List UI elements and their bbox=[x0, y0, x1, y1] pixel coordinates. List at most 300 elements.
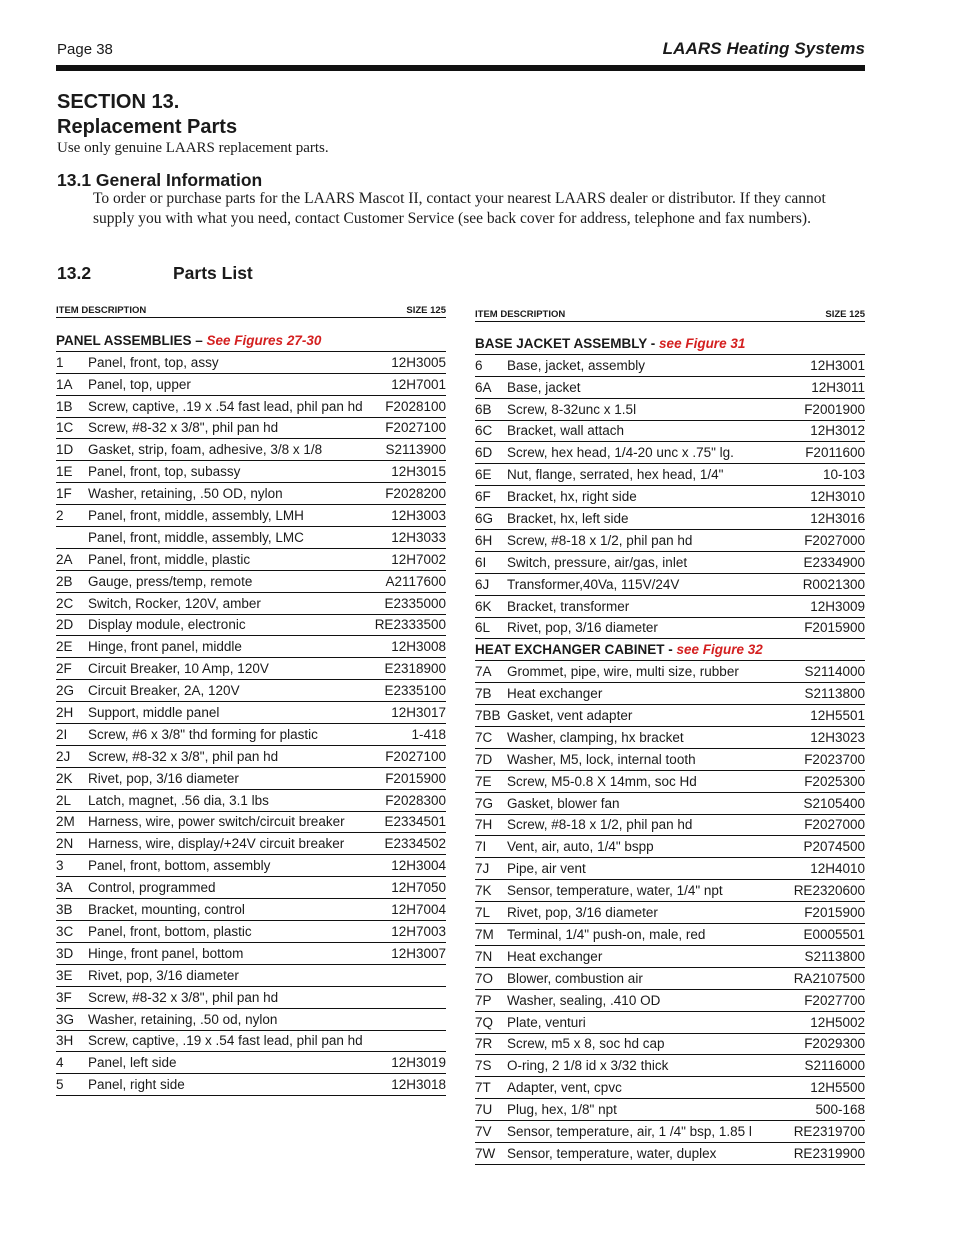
item-number: 7C bbox=[475, 729, 493, 745]
item-description: Plate, venturi bbox=[507, 1014, 586, 1030]
item-number: 6G bbox=[475, 511, 494, 527]
part-number: 12H3009 bbox=[810, 598, 865, 614]
item-description: Latch, magnet, .56 dia, 3.1 lbs bbox=[88, 792, 269, 808]
part-number: F2028200 bbox=[385, 486, 446, 502]
item-description: Switch, pressure, air/gas, inlet bbox=[507, 554, 688, 570]
table-row bbox=[475, 661, 865, 683]
column-header-size: SIZE 125 bbox=[406, 305, 446, 316]
item-number: 1A bbox=[56, 376, 73, 392]
item-number: 7Q bbox=[475, 1014, 494, 1030]
part-number: F2015900 bbox=[804, 620, 865, 636]
part-number: F2028100 bbox=[385, 398, 446, 414]
item-description: Panel, front, middle, plastic bbox=[88, 551, 251, 567]
part-number: 12H3016 bbox=[810, 511, 865, 527]
header-rule bbox=[56, 65, 865, 71]
item-number: 2J bbox=[56, 748, 71, 764]
table-row bbox=[56, 965, 446, 987]
item-number: 6C bbox=[475, 423, 493, 439]
part-number: F2001900 bbox=[804, 401, 865, 417]
table-row bbox=[56, 833, 446, 855]
part-number: F2011600 bbox=[805, 445, 865, 461]
part-number: 12H3007 bbox=[391, 945, 446, 961]
section-number: SECTION 13. bbox=[57, 91, 180, 113]
part-number: 12H5002 bbox=[810, 1014, 865, 1030]
item-number: 2D bbox=[56, 617, 74, 633]
item-description: Panel, front, middle, assembly, LMC bbox=[88, 529, 304, 545]
part-number: 12H3017 bbox=[391, 705, 446, 721]
group-figure-ref: see Figure 31 bbox=[659, 335, 746, 351]
table-row bbox=[475, 486, 865, 508]
item-number: 2H bbox=[56, 705, 74, 721]
item-description: Screw, #6 x 3/8" thd forming for plastic bbox=[88, 726, 318, 742]
item-number: 2F bbox=[56, 661, 72, 677]
table-row bbox=[475, 1143, 865, 1165]
part-number: 12H7003 bbox=[391, 923, 446, 939]
table-row bbox=[475, 377, 865, 399]
group-list bbox=[475, 333, 865, 1165]
part-number: RE2319700 bbox=[793, 1123, 865, 1139]
group-title: PANEL ASSEMBLIES – bbox=[56, 332, 207, 348]
item-description: Sensor, temperature, water, duplex bbox=[507, 1145, 717, 1161]
item-description: Bracket, wall attach bbox=[507, 423, 625, 439]
part-number: 12H5500 bbox=[810, 1080, 865, 1096]
item-description: Pipe, air vent bbox=[507, 861, 586, 877]
table-row bbox=[475, 902, 865, 924]
table-row bbox=[475, 1055, 865, 1077]
item-description: Washer, M5, lock, internal tooth bbox=[507, 751, 696, 767]
item-description: Bracket, mounting, control bbox=[88, 902, 245, 918]
part-number: RA2107500 bbox=[793, 970, 865, 986]
part-number: S2116000 bbox=[804, 1058, 865, 1074]
table-row bbox=[475, 574, 865, 596]
part-number: S2114000 bbox=[804, 664, 865, 680]
table-row bbox=[475, 596, 865, 618]
item-description: Bracket, hx, left side bbox=[507, 511, 629, 527]
item-description: Screw, #8-32 x 3/8", phil pan hd bbox=[88, 420, 279, 436]
parts-list-title: Parts List bbox=[173, 263, 253, 283]
table-row bbox=[56, 439, 446, 461]
item-description: Panel, front, bottom, assembly bbox=[88, 858, 271, 874]
item-number: 7N bbox=[475, 948, 493, 964]
item-description: Harness, wire, power switch/circuit breaker bbox=[88, 814, 345, 830]
table-row bbox=[56, 396, 446, 418]
table-row bbox=[475, 1121, 865, 1143]
item-description: Rivet, pop, 3/16 diameter bbox=[88, 967, 239, 983]
group-heading bbox=[56, 330, 446, 352]
item-description: Display module, electronic bbox=[88, 617, 246, 633]
group-figure-ref: See Figures 27-30 bbox=[206, 332, 322, 348]
table-row bbox=[56, 899, 446, 921]
item-description: Transformer,40Va, 115V/24V bbox=[507, 576, 680, 592]
item-description: Sensor, temperature, air, 1 /4" bsp, 1.85 l bbox=[507, 1123, 752, 1139]
item-description: Screw, #8-32 x 3/8", phil pan hd bbox=[88, 989, 279, 1005]
item-number: 6L bbox=[475, 620, 491, 636]
table-row bbox=[56, 1009, 446, 1031]
item-number: 1 bbox=[56, 354, 64, 370]
part-number: S2113800 bbox=[804, 686, 865, 702]
part-number: 12H3011 bbox=[811, 379, 865, 395]
table-row bbox=[56, 790, 446, 812]
part-number: F2028300 bbox=[385, 792, 446, 808]
table-row bbox=[475, 727, 865, 749]
part-number: 12H7002 bbox=[391, 551, 446, 567]
item-description: Panel, front, bottom, plastic bbox=[88, 923, 252, 939]
item-description: Screw, #8-18 x 1/2, phil pan hd bbox=[507, 532, 693, 548]
part-number: F2025300 bbox=[804, 773, 865, 789]
item-number: 7P bbox=[475, 992, 492, 1008]
table-row bbox=[56, 549, 446, 571]
part-number: 12H3003 bbox=[391, 508, 446, 524]
item-number: 7B bbox=[475, 686, 492, 702]
item-number: 7O bbox=[475, 970, 494, 986]
part-number: 12H3033 bbox=[391, 529, 446, 545]
item-description: Panel, front, top, assy bbox=[88, 354, 219, 370]
item-description: Vent, air, auto, 1/4" bspp bbox=[507, 839, 654, 855]
item-description: Grommet, pipe, wire, multi size, rubber bbox=[507, 664, 739, 680]
item-number: 7L bbox=[475, 905, 491, 921]
item-description: Washer, retaining, .50 od, nylon bbox=[88, 1011, 278, 1027]
item-number: 3F bbox=[56, 989, 72, 1005]
table-row bbox=[475, 1034, 865, 1056]
group-title: BASE JACKET ASSEMBLY - bbox=[475, 335, 660, 351]
table-row bbox=[56, 724, 446, 746]
item-number: 3E bbox=[56, 967, 73, 983]
part-number: 500-168 bbox=[815, 1102, 865, 1118]
item-description: Bracket, hx, right side bbox=[507, 489, 637, 505]
item-number: 2L bbox=[56, 792, 72, 808]
part-number: 12H3010 bbox=[810, 489, 865, 505]
item-number: 7V bbox=[475, 1123, 492, 1139]
item-number: 5 bbox=[56, 1077, 64, 1093]
part-number: E2334900 bbox=[803, 554, 865, 570]
part-number: S2113800 bbox=[804, 948, 865, 964]
item-description: Control, programmed bbox=[88, 880, 216, 896]
table-row bbox=[56, 461, 446, 483]
item-number: 7U bbox=[475, 1102, 493, 1118]
table-row bbox=[475, 1099, 865, 1121]
group-figure-ref: see Figure 32 bbox=[676, 642, 763, 658]
item-number: 7BB bbox=[475, 708, 501, 724]
group-heading bbox=[475, 639, 865, 661]
part-number: 12H3012 bbox=[810, 423, 865, 439]
item-number: 2M bbox=[56, 814, 75, 830]
part-number: F2015900 bbox=[385, 770, 446, 786]
item-number: 7E bbox=[475, 773, 492, 789]
part-number: 12H3004 bbox=[391, 858, 446, 874]
spacer bbox=[475, 322, 865, 333]
part-number: S2105400 bbox=[803, 795, 865, 811]
table-row bbox=[475, 749, 865, 771]
part-number: 12H3023 bbox=[810, 729, 865, 745]
item-description: Plug, hex, 1/8" npt bbox=[507, 1102, 617, 1118]
table-row bbox=[56, 374, 446, 396]
item-description: Panel, front, middle, assembly, LMH bbox=[88, 508, 304, 524]
column-header-item-desc: ITEM DESCRIPTION bbox=[56, 305, 147, 316]
item-description: Hinge, front panel, middle bbox=[88, 639, 242, 655]
item-description: Screw, captive, .19 x .54 fast lead, phil pan hd bbox=[88, 1033, 363, 1049]
part-number: F2027000 bbox=[804, 532, 865, 548]
item-number: 2B bbox=[56, 573, 73, 589]
item-description: Washer, sealing, .410 OD bbox=[507, 992, 661, 1008]
part-number: F2023700 bbox=[804, 751, 865, 767]
part-number: 12H7004 bbox=[391, 902, 446, 918]
item-number: 7K bbox=[475, 883, 492, 899]
part-number: 12H3015 bbox=[391, 464, 446, 480]
table-row bbox=[475, 421, 865, 443]
item-number: 7A bbox=[475, 664, 492, 680]
column-header bbox=[56, 305, 446, 318]
part-number: F2027000 bbox=[804, 817, 865, 833]
table-row bbox=[56, 987, 446, 1009]
item-description: Gasket, vent adapter bbox=[507, 708, 633, 724]
item-number: 7T bbox=[475, 1080, 491, 1096]
table-row bbox=[56, 877, 446, 899]
table-row bbox=[56, 418, 446, 440]
item-description: Panel, right side bbox=[88, 1077, 185, 1093]
item-description: Support, middle panel bbox=[88, 705, 220, 721]
item-description: Panel, left side bbox=[88, 1055, 177, 1071]
table-row bbox=[475, 1012, 865, 1034]
item-description: Screw, M5-0.8 X 14mm, soc Hd bbox=[507, 773, 697, 789]
table-row bbox=[475, 968, 865, 990]
item-number: 7R bbox=[475, 1036, 493, 1052]
page-number: Page 38 bbox=[57, 41, 113, 58]
table-row bbox=[56, 527, 446, 549]
item-number: 6H bbox=[475, 532, 493, 548]
table-row bbox=[475, 771, 865, 793]
table-row bbox=[475, 399, 865, 421]
item-number: 7G bbox=[475, 795, 494, 811]
item-description: O-ring, 2 1/8 id x 3/32 thick bbox=[507, 1058, 669, 1074]
item-number: 7D bbox=[475, 751, 493, 767]
item-number: 7M bbox=[475, 926, 494, 942]
table-row bbox=[56, 680, 446, 702]
item-number: 6I bbox=[475, 554, 487, 570]
part-number: F2015900 bbox=[804, 905, 865, 921]
table-row bbox=[475, 508, 865, 530]
item-description: Screw, m5 x 8, soc hd cap bbox=[507, 1036, 665, 1052]
item-description: Adapter, vent, cpvc bbox=[507, 1080, 622, 1096]
item-number: 2A bbox=[56, 551, 73, 567]
item-number: 3D bbox=[56, 945, 74, 961]
item-description: Screw, #8-32 x 3/8", phil pan hd bbox=[88, 748, 279, 764]
column-header-item-desc: ITEM DESCRIPTION bbox=[475, 309, 566, 320]
item-number: 6D bbox=[475, 445, 493, 461]
table-row bbox=[56, 943, 446, 965]
item-description: Heat exchanger bbox=[507, 686, 603, 702]
item-description: Bracket, transformer bbox=[507, 598, 630, 614]
table-row bbox=[475, 464, 865, 486]
item-description: Washer, clamping, hx bracket bbox=[507, 729, 684, 745]
table-row bbox=[475, 793, 865, 815]
part-number: E2334502 bbox=[384, 836, 446, 852]
table-row bbox=[475, 990, 865, 1012]
item-description: Gasket, blower fan bbox=[507, 795, 620, 811]
item-number: 6K bbox=[475, 598, 492, 614]
item-number: 6F bbox=[475, 489, 491, 505]
table-row bbox=[56, 483, 446, 505]
item-description: Harness, wire, display/+24V circuit breaker bbox=[88, 836, 345, 852]
part-number: F2027100 bbox=[385, 748, 446, 764]
table-row bbox=[56, 593, 446, 615]
part-number: A2117600 bbox=[385, 573, 446, 589]
item-number: 3H bbox=[56, 1033, 74, 1049]
item-number: 3 bbox=[56, 858, 64, 874]
item-description: Blower, combustion air bbox=[507, 970, 643, 986]
column-header-size: SIZE 125 bbox=[825, 309, 865, 320]
table-row bbox=[56, 658, 446, 680]
table-row bbox=[56, 615, 446, 637]
item-number: 1E bbox=[56, 464, 73, 480]
group-heading-text bbox=[475, 336, 745, 351]
section-name: Replacement Parts bbox=[57, 116, 238, 138]
item-number: 2N bbox=[56, 836, 74, 852]
item-number: 3C bbox=[56, 923, 74, 939]
item-description: Gasket, strip, foam, adhesive, 3/8 x 1/8 bbox=[88, 442, 323, 458]
item-description: Circuit Breaker, 10 Amp, 120V bbox=[88, 661, 269, 677]
item-number: 2 bbox=[56, 508, 64, 524]
table-row bbox=[475, 552, 865, 574]
table-row bbox=[475, 946, 865, 968]
group-list bbox=[56, 330, 446, 1096]
item-description: Hinge, front panel, bottom bbox=[88, 945, 244, 961]
item-number: 6 bbox=[475, 357, 483, 373]
item-description: Base, jacket, assembly bbox=[507, 357, 646, 373]
parts-column-left bbox=[56, 305, 446, 1096]
part-number: E2335100 bbox=[384, 683, 446, 699]
item-number: 7J bbox=[475, 861, 490, 877]
table-row bbox=[56, 571, 446, 593]
item-number: 7S bbox=[475, 1058, 492, 1074]
part-number: RE2319900 bbox=[793, 1145, 865, 1161]
part-number: RE2333500 bbox=[374, 617, 446, 633]
item-description: Screw, captive, .19 x .54 fast lead, phil pan hd bbox=[88, 398, 363, 414]
group-heading bbox=[475, 333, 865, 355]
item-number: 2C bbox=[56, 595, 74, 611]
table-row bbox=[475, 836, 865, 858]
section-intro: Use only genuine LAARS replacement parts. bbox=[57, 140, 329, 156]
item-number: 1C bbox=[56, 420, 74, 436]
part-number: RE2320600 bbox=[793, 883, 865, 899]
part-number: 12H7050 bbox=[391, 880, 446, 896]
item-number: 2K bbox=[56, 770, 73, 786]
item-number: 2G bbox=[56, 683, 75, 699]
table-row bbox=[475, 924, 865, 946]
item-description: Washer, retaining, .50 OD, nylon bbox=[88, 486, 283, 502]
part-number: E2318900 bbox=[384, 661, 446, 677]
part-number: E0005501 bbox=[803, 926, 865, 942]
part-number: 12H3005 bbox=[391, 354, 446, 370]
table-row bbox=[475, 815, 865, 837]
part-number: 1-418 bbox=[411, 726, 446, 742]
part-number: 12H3001 bbox=[810, 357, 865, 373]
table-row bbox=[56, 855, 446, 877]
brand-name: LAARS Heating Systems bbox=[662, 39, 865, 58]
table-row bbox=[56, 1031, 446, 1053]
item-number: 7W bbox=[475, 1145, 496, 1161]
table-row bbox=[475, 1077, 865, 1099]
item-description: Panel, front, top, subassy bbox=[88, 464, 241, 480]
group-heading-text bbox=[475, 642, 763, 657]
item-number: 3A bbox=[56, 880, 73, 896]
item-description: Nut, flange, serrated, hex head, 1/4" bbox=[507, 467, 724, 483]
item-number: 4 bbox=[56, 1055, 64, 1071]
item-number: 6E bbox=[475, 467, 492, 483]
group-heading-text bbox=[56, 333, 321, 348]
item-description: Screw, 8-32unc x 1.5l bbox=[507, 401, 637, 417]
part-number: 12H7001 bbox=[391, 376, 446, 392]
table-row bbox=[56, 505, 446, 527]
item-number: 3B bbox=[56, 902, 73, 918]
item-number: 6A bbox=[475, 379, 492, 395]
general-info-heading: 13.1 General Information bbox=[57, 170, 263, 190]
item-number: 3G bbox=[56, 1011, 75, 1027]
item-number: 1F bbox=[56, 486, 72, 502]
part-number: 12H5501 bbox=[810, 708, 865, 724]
item-description: Heat exchanger bbox=[507, 948, 603, 964]
item-number: 2I bbox=[56, 726, 68, 742]
table-row bbox=[56, 702, 446, 724]
item-description: Panel, top, upper bbox=[88, 376, 191, 392]
part-number: E2335000 bbox=[384, 595, 446, 611]
item-description: Rivet, pop, 3/16 diameter bbox=[507, 905, 658, 921]
item-number: 2E bbox=[56, 639, 73, 655]
table-row bbox=[56, 636, 446, 658]
part-number: R0021300 bbox=[802, 576, 865, 592]
item-description: Circuit Breaker, 2A, 120V bbox=[88, 683, 240, 699]
item-number: 1D bbox=[56, 442, 74, 458]
table-row bbox=[56, 812, 446, 834]
table-row bbox=[56, 921, 446, 943]
general-info-body: To order or purchase parts for the LAARS Mascot II, contact your nearest LAARS dealer or distributor. If they cannot supply you with what you need, contact Customer Service (see back cover for address, telephone and fax numbers). bbox=[93, 190, 826, 227]
table-row bbox=[56, 746, 446, 768]
item-description: Gauge, press/temp, remote bbox=[88, 573, 253, 589]
table-row bbox=[475, 683, 865, 705]
part-number: S2113900 bbox=[385, 442, 446, 458]
item-description: Screw, hex head, 1/4-20 unc x .75" lg. bbox=[507, 445, 734, 461]
item-description: Sensor, temperature, water, 1/4" npt bbox=[507, 883, 723, 899]
table-row bbox=[475, 355, 865, 377]
part-number: E2334501 bbox=[384, 814, 446, 830]
part-number: 12H3008 bbox=[391, 639, 446, 655]
item-number: 6B bbox=[475, 401, 492, 417]
part-number: P2074500 bbox=[803, 839, 865, 855]
part-number: 12H3019 bbox=[391, 1055, 446, 1071]
item-description: Rivet, pop, 3/16 diameter bbox=[88, 770, 239, 786]
table-row bbox=[56, 1052, 446, 1074]
item-number: 1B bbox=[56, 398, 73, 414]
table-row bbox=[475, 705, 865, 727]
item-number: 7I bbox=[475, 839, 487, 855]
parts-list-number: 13.2 bbox=[57, 263, 92, 283]
item-description: Screw, #8-18 x 1/2, phil pan hd bbox=[507, 817, 693, 833]
spacer bbox=[56, 318, 446, 330]
table-row bbox=[475, 618, 865, 640]
part-number: 12H4010 bbox=[810, 861, 865, 877]
group-title: HEAT EXCHANGER CABINET - bbox=[475, 642, 677, 658]
column-header bbox=[475, 309, 865, 322]
part-number: 12H3018 bbox=[391, 1077, 446, 1093]
section-title bbox=[57, 90, 237, 140]
table-row bbox=[475, 442, 865, 464]
part-number: F2027100 bbox=[385, 420, 446, 436]
parts-column-right bbox=[475, 309, 865, 1165]
part-number: F2027700 bbox=[804, 992, 865, 1008]
table-row bbox=[475, 880, 865, 902]
item-number: 7H bbox=[475, 817, 493, 833]
item-description: Rivet, pop, 3/16 diameter bbox=[507, 620, 658, 636]
item-number: 6J bbox=[475, 576, 490, 592]
